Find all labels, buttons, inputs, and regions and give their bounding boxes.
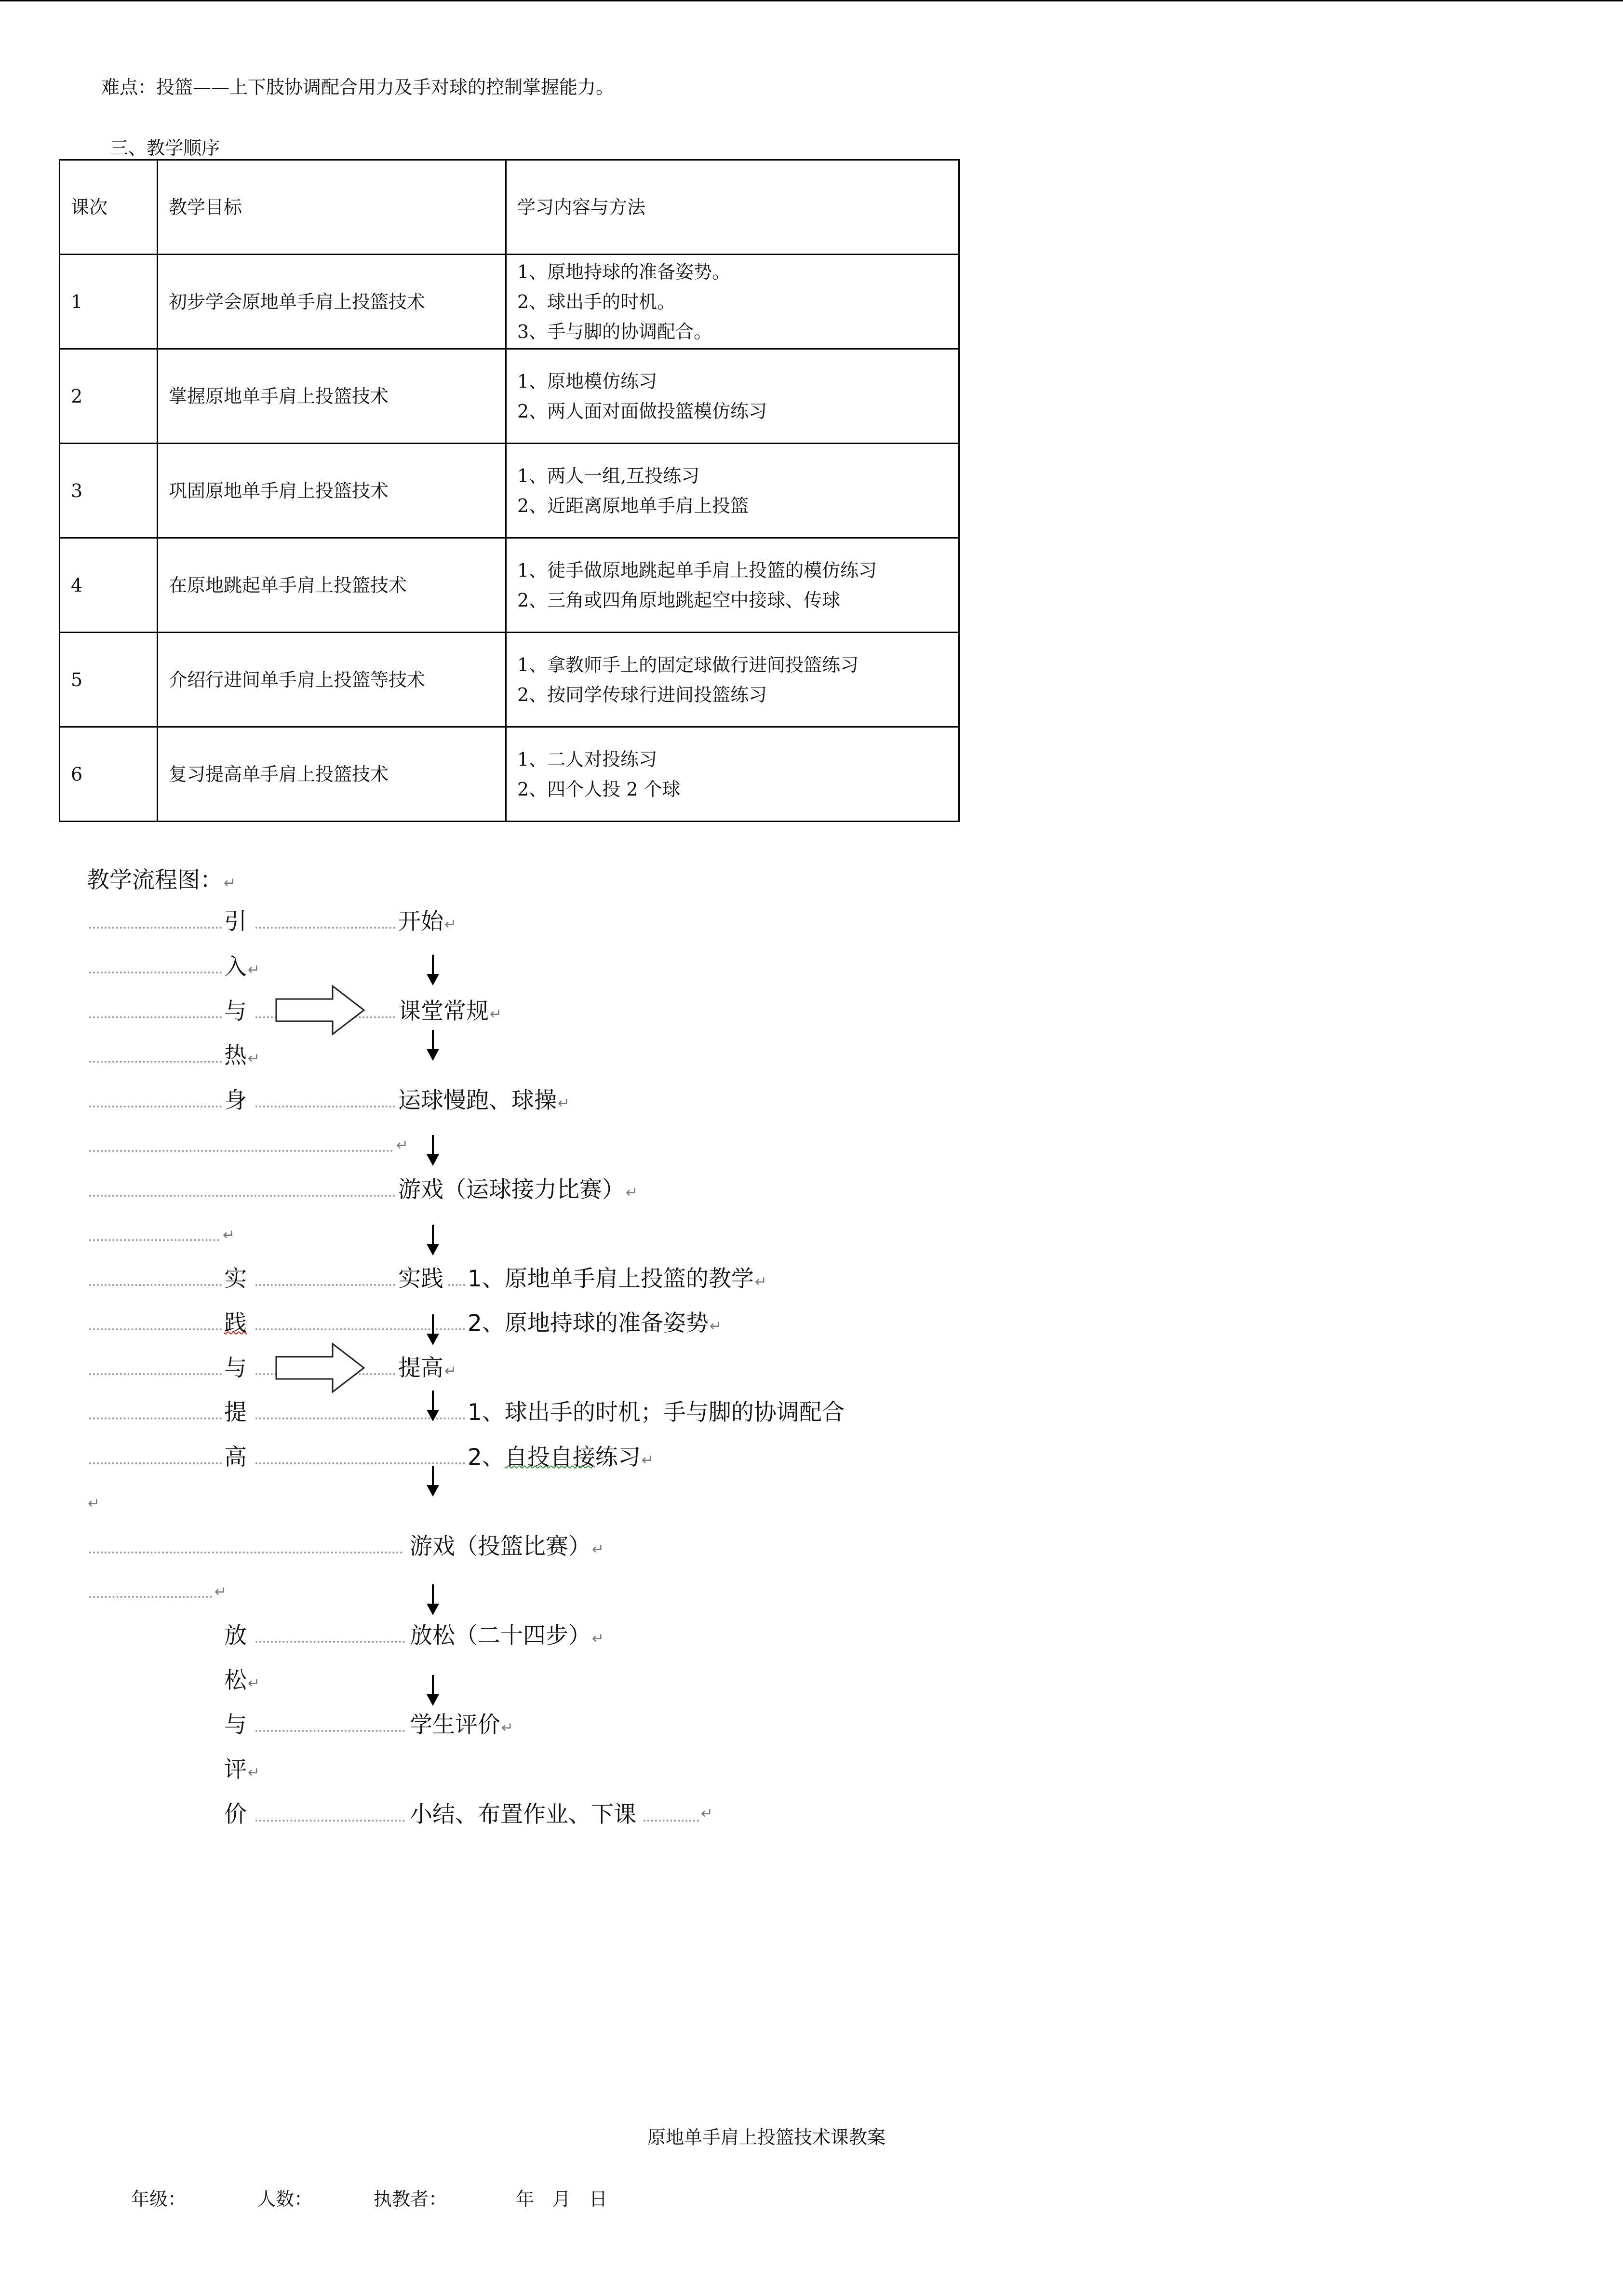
header-goal: 教学目标 <box>158 160 506 255</box>
row-num: 3 <box>60 444 158 538</box>
row-content <box>506 255 959 349</box>
header-content: 学习内容与方法 <box>506 160 959 255</box>
phase1-char: 身 <box>224 1087 247 1114</box>
table-row <box>60 444 959 538</box>
return-mark: ↵ <box>396 1137 409 1154</box>
hollow-right-arrow-icon <box>275 984 366 1037</box>
phase2-char: 提 <box>224 1399 247 1426</box>
row-num: 6 <box>60 727 158 822</box>
row-num: 2 <box>60 349 158 444</box>
row-num: 5 <box>60 633 158 727</box>
row-content <box>506 444 959 538</box>
phase3-char: 与 <box>224 1712 247 1738</box>
content-line: 2、近距离原地单手肩上投篮 <box>517 495 749 516</box>
phase1-char: 入↵ <box>224 954 260 980</box>
row-content <box>506 538 959 633</box>
content-line: 2、三角或四角原地跳起空中接球、传球 <box>517 589 841 611</box>
leader-dots <box>644 1820 699 1822</box>
leader-dots <box>448 1284 465 1286</box>
row-content <box>506 633 959 727</box>
row-goal: 介绍行进间单手肩上投篮等技术 <box>158 633 506 727</box>
improve-item-2: 2、自投自接练习↵ <box>468 1444 654 1471</box>
leader-dots <box>255 1820 405 1822</box>
content-line: 1、二人对投练习 <box>517 748 657 770</box>
table-row <box>60 727 959 822</box>
leader-dots <box>89 1328 222 1330</box>
step-summary: 小结、布置作业、下课 <box>410 1801 636 1828</box>
row-goal: 复习提高单手肩上投篮技术 <box>158 727 506 822</box>
return-mark: ↵ <box>701 1805 713 1822</box>
step-practice: 实践 <box>398 1266 443 1292</box>
step-improve: 提高↵ <box>398 1355 457 1381</box>
phase2-char: 高 <box>224 1444 247 1471</box>
content-line: 2、球出手的时机。 <box>517 291 676 312</box>
leader-dots <box>255 1106 395 1107</box>
count-label: 人数： <box>257 2188 313 2210</box>
leader-dots <box>255 927 395 929</box>
row-num: 1 <box>60 255 158 349</box>
table-header-row <box>60 160 959 255</box>
phase3-char: 松↵ <box>224 1667 260 1694</box>
leader-dots <box>89 927 222 929</box>
flowchart-title: 教学流程图：↵ <box>87 867 236 893</box>
top-rule <box>0 0 1623 1</box>
phase2-char: 实 <box>224 1266 247 1292</box>
return-mark: ↵ <box>223 1227 235 1243</box>
leader-dots <box>89 1016 222 1018</box>
phase3-char: 评↵ <box>224 1756 260 1783</box>
difficulty-text: 难点：投篮——上下肢协调配合用力及手对球的控制掌握能力。 <box>101 77 615 98</box>
row-content <box>506 727 959 822</box>
phase2-char: 践 <box>224 1310 247 1337</box>
row-content <box>506 349 959 444</box>
content-line: 2、两人面对面做投篮模仿练习 <box>517 400 767 422</box>
table-row <box>60 349 959 444</box>
row-goal: 掌握原地单手肩上投篮技术 <box>158 349 506 444</box>
content-line: 1、徒手做原地跳起单手肩上投篮的模仿练习 <box>517 559 877 581</box>
leader-dots <box>89 1106 222 1107</box>
leader-dots <box>255 1730 405 1732</box>
row-num: 4 <box>60 538 158 633</box>
table-row <box>60 633 959 727</box>
section-title: 三、教学顺序 <box>110 137 220 159</box>
hollow-right-arrow-icon <box>275 1341 366 1394</box>
leader-dots <box>255 1462 465 1464</box>
return-mark: ↵ <box>215 1583 227 1600</box>
header-lesson: 课次 <box>60 160 158 255</box>
leader-dots <box>89 1373 222 1375</box>
lesson-sequence-table <box>59 159 960 822</box>
leader-dots <box>89 1284 222 1286</box>
leader-dots <box>89 1462 222 1464</box>
phase1-char: 热↵ <box>224 1042 260 1069</box>
step-game-shooting: 游戏（投篮比赛）↵ <box>410 1533 604 1560</box>
leader-dots <box>89 1418 222 1419</box>
practice-item-1: 1、原地单手肩上投篮的教学↵ <box>468 1266 767 1292</box>
content-line: 1、拿教师手上的固定球做行进间投篮练习 <box>517 654 859 675</box>
phase3-char: 放 <box>224 1622 247 1649</box>
leader-dots <box>89 972 222 973</box>
leader-dots <box>255 1284 395 1286</box>
row-goal: 初步学会原地单手肩上投篮技术 <box>158 255 506 349</box>
table-row <box>60 538 959 633</box>
teacher-label: 执教者： <box>374 2188 447 2210</box>
content-line: 1、原地持球的准备姿势。 <box>517 261 731 283</box>
step-warmup: 运球慢跑、球操↵ <box>398 1087 570 1114</box>
step-evaluation: 学生评价↵ <box>410 1712 514 1738</box>
step-relax: 放松（二十四步）↵ <box>410 1622 604 1649</box>
step-routine: 课堂常规↵ <box>398 998 502 1025</box>
step-start: 开始↵ <box>398 908 457 935</box>
phase3-char: 价 <box>224 1801 247 1828</box>
row-goal: 巩固原地单手肩上投篮技术 <box>158 444 506 538</box>
leader-dots <box>89 1239 219 1241</box>
phase2-char: 与 <box>224 1355 247 1381</box>
return-mark: ↵ <box>88 1495 100 1512</box>
leader-dots <box>255 1641 405 1643</box>
leader-dots <box>89 1195 395 1197</box>
date-label: 年 月 日 <box>516 2188 608 2210</box>
leader-dots <box>89 1552 402 1553</box>
leader-dots <box>89 1596 212 1598</box>
step-game-relay: 游戏（运球接力比赛）↵ <box>398 1176 638 1203</box>
practice-item-2: 2、原地持球的准备姿势↵ <box>468 1310 722 1337</box>
lesson-plan-title: 原地单手肩上投篮技术课教案 <box>647 2127 886 2148</box>
content-line: 2、四个人投 2 个球 <box>517 778 681 800</box>
phase1-char: 引 <box>224 908 247 935</box>
table-row <box>60 255 959 349</box>
leader-dots <box>89 1061 222 1063</box>
phase1-char: 与 <box>224 998 247 1025</box>
grade-label: 年级： <box>131 2188 187 2210</box>
content-line: 3、手与脚的协调配合。 <box>517 321 712 342</box>
content-line: 1、两人一组,互投练习 <box>517 465 700 486</box>
content-line: 2、按同学传球行进间投篮练习 <box>517 684 767 705</box>
improve-item-1: 1、球出手的时机；手与脚的协调配合 <box>468 1399 845 1426</box>
content-line: 1、原地模仿练习 <box>517 370 657 392</box>
row-goal: 在原地跳起单手肩上投篮技术 <box>158 538 506 633</box>
leader-dots <box>89 1150 393 1152</box>
